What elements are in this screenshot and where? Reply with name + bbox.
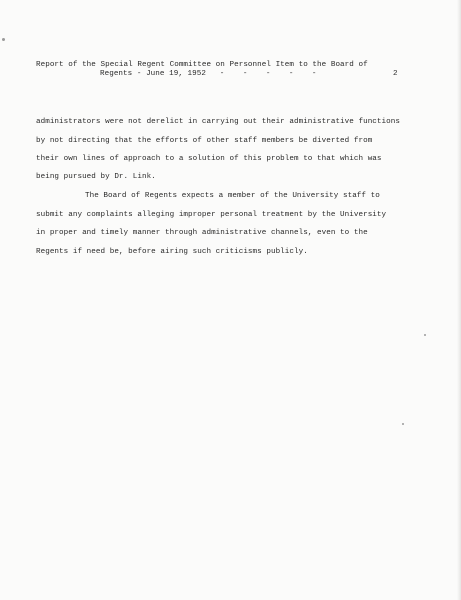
report-header-line-2: Regents - June 19, 1952 - - - - - [100,70,317,78]
paragraph-2-line: Regents if need be, before airing such criticisms publicly. [36,248,308,256]
paper-speck [402,423,404,425]
paper-speck [2,38,5,41]
report-header-line-1: Report of the Special Regent Committee on Personnel Item to the Board of [36,61,368,69]
paragraph-1-line: by not directing that the efforts of other staff members be diverted from [36,137,373,145]
paragraph-1-line: their own lines of approach to a solution of this problem to that which was [36,155,382,163]
paragraph-2-line: in proper and timely manner through administrative channels, even to the [36,229,368,237]
paragraph-2-line: The Board of Regents expects a member of the University staff to [85,192,380,200]
paper-speck [424,334,426,336]
paragraph-2-line: submit any complaints alleging improper personal treatment by the University [36,211,387,219]
page-edge-shadow [457,0,461,600]
page-number: 2 [393,70,398,78]
paragraph-1-line: administrators were not derelict in carrying out their administrative functions [36,118,400,126]
paragraph-1-line: being pursued by Dr. Link. [36,173,156,181]
